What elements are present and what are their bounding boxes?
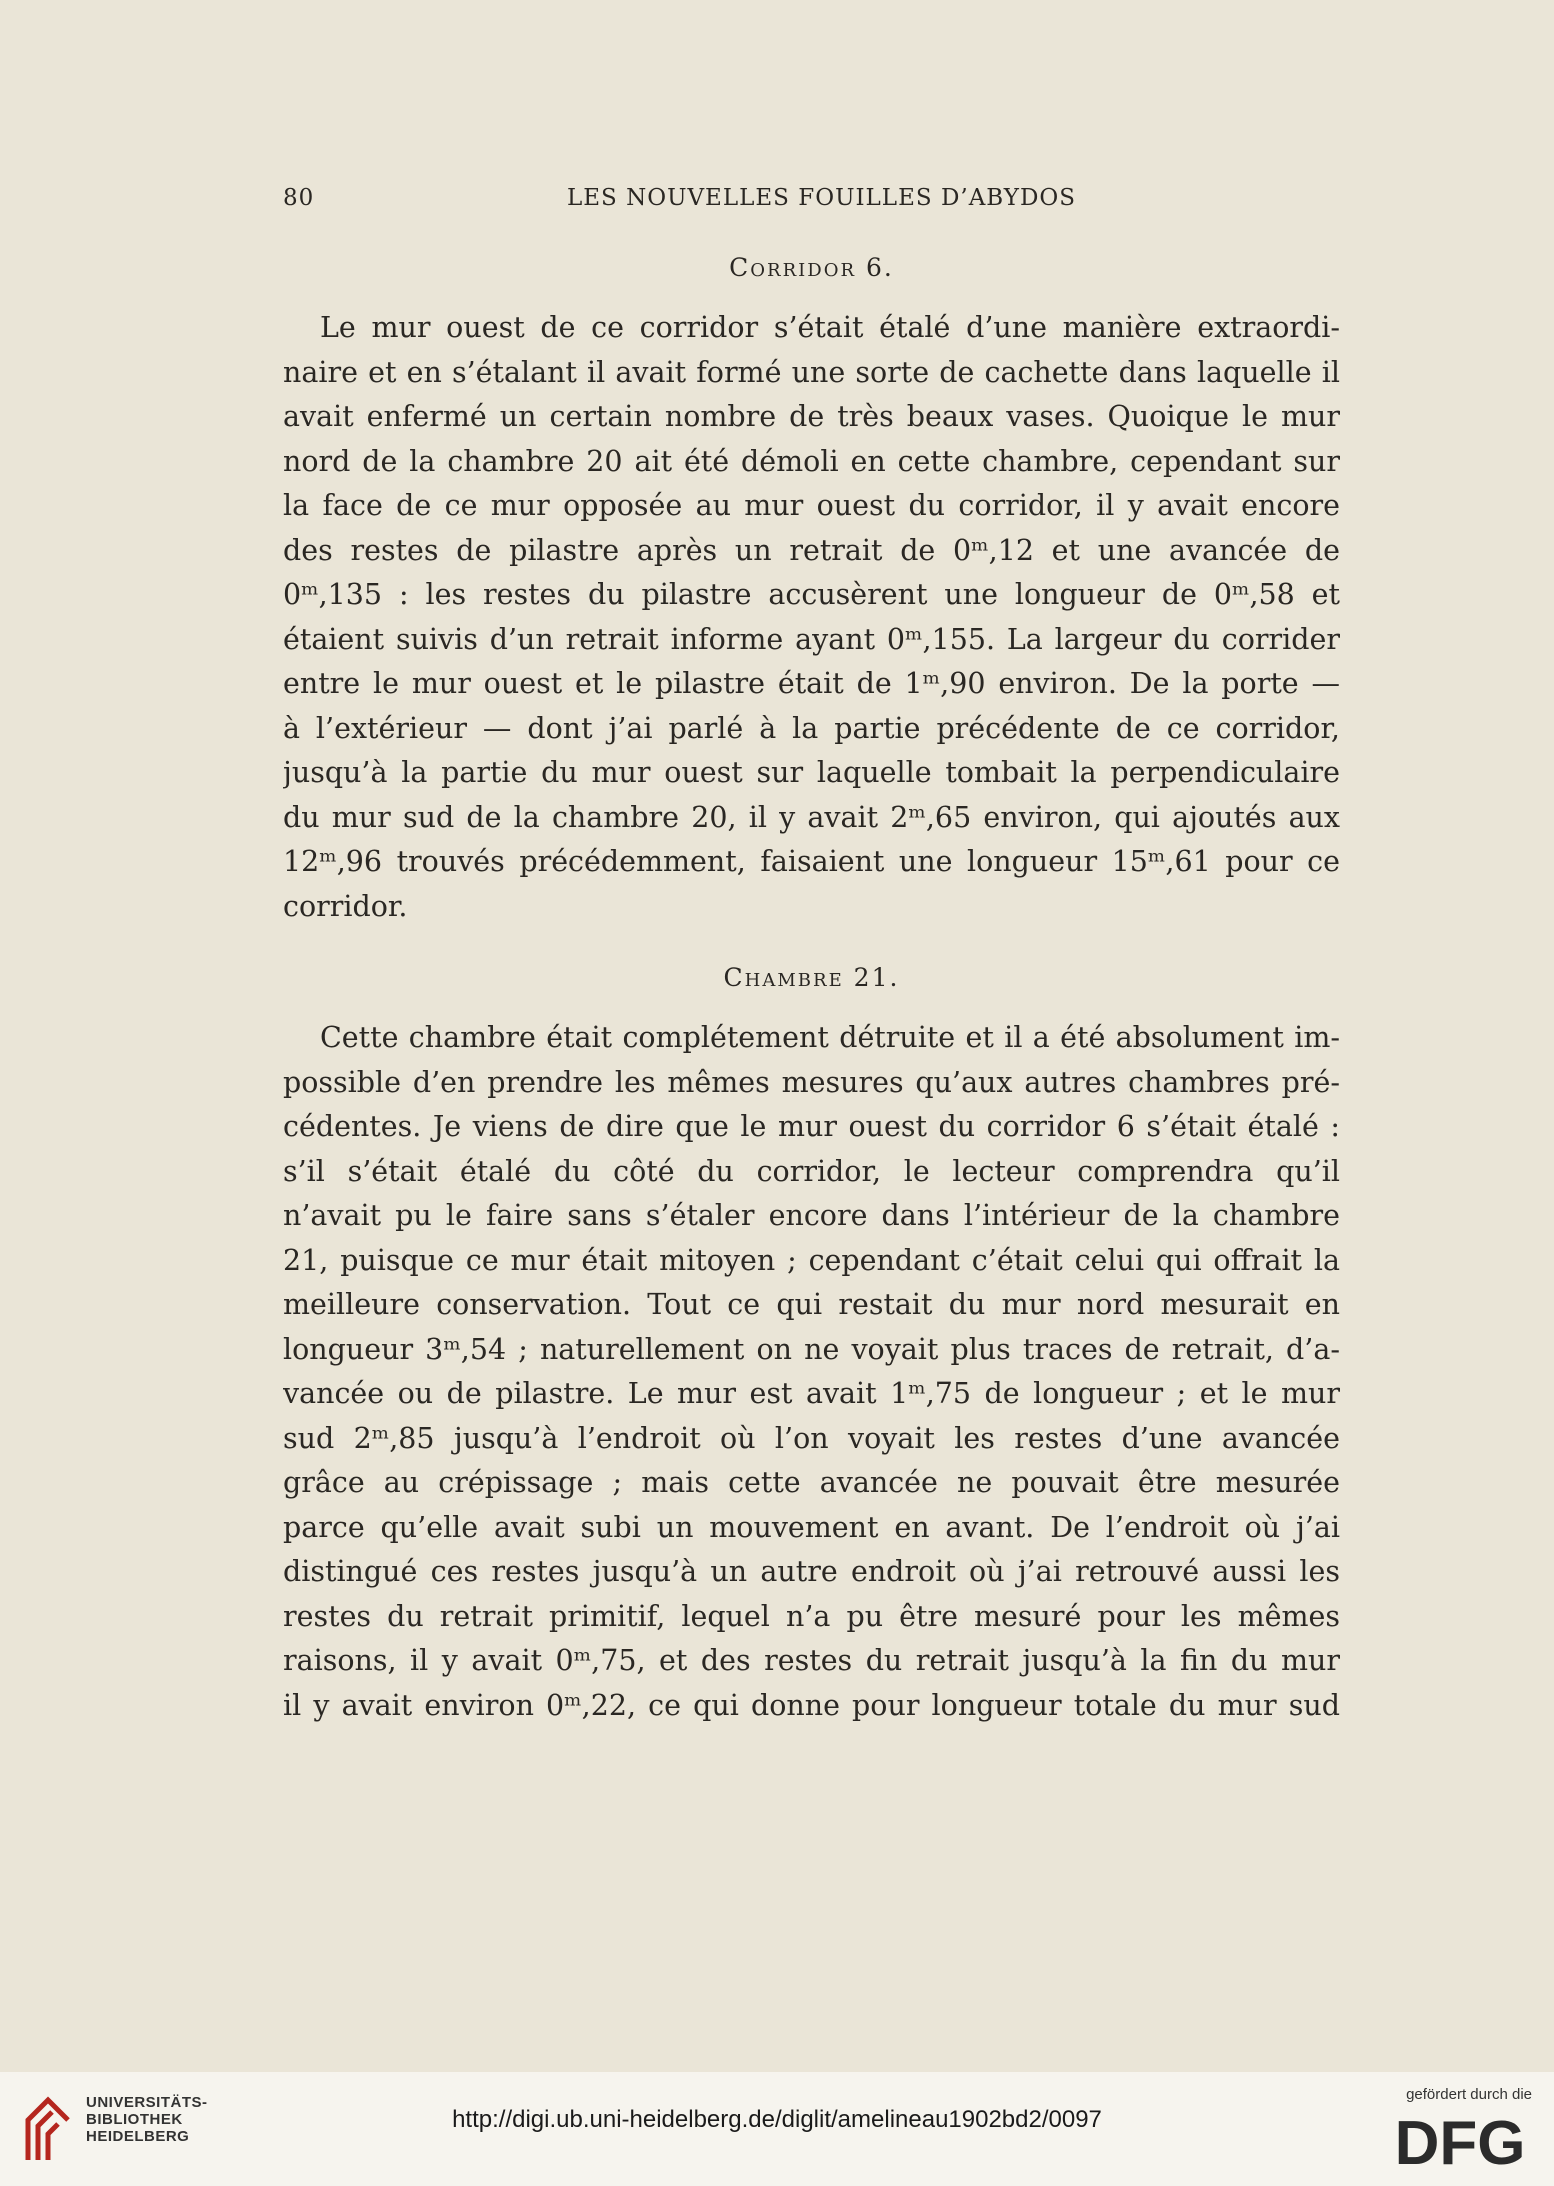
text-line: il y avait environ 0ᵐ,22, ce qui donne pour longueur totale du mur sud — [283, 1688, 1340, 1722]
library-name-line: HEIDELBERG — [86, 2128, 190, 2145]
text-line: longueur 3ᵐ,54 ; naturellement on ne voyait plus traces de retrait, d’a- — [283, 1332, 1340, 1366]
text-line: restes du retrait primitif, lequel n’a pu être mesuré pour les mêmes — [283, 1599, 1340, 1633]
paragraph-chambre-21 — [283, 1016, 1340, 1728]
text-line: 0ᵐ,135 : les restes du pilastre accusèrent une longueur de 0ᵐ,58 et — [283, 578, 1340, 611]
section-heading-corridor-6: Corridor 6. — [729, 253, 894, 282]
text-line: cédentes. Je viens de dire que le mur ouest du corridor 6 s’était étalé : — [283, 1110, 1340, 1143]
text-line: distingué ces restes jusqu’à un autre endroit où j’ai retrouvé aussi les — [283, 1555, 1340, 1588]
dfg-logo-icon — [1386, 2112, 1534, 2170]
text-line: meilleure conservation. Tout ce qui restait du mur nord mesurait en — [283, 1288, 1340, 1321]
permalink-url[interactable]: http://digi.ub.uni-heidelberg.de/diglit/amelineau1902bd2/0097 — [452, 2106, 1102, 2133]
text-line: parce qu’elle avait subi un mouvement en avant. De l’endroit où j’ai — [283, 1510, 1340, 1544]
paragraph-corridor-6 — [283, 306, 1340, 929]
text-line: raisons, il y avait 0ᵐ,75, et des restes du retrait jusqu’à la fin du mur — [283, 1644, 1340, 1677]
running-title: LES NOUVELLES FOUILLES D’ABYDOS — [566, 185, 1077, 211]
text-line: 21, puisque ce mur était mitoyen ; cependant c’était celui qui offrait la — [283, 1243, 1340, 1277]
svg-text:DFG: DFG — [1394, 2112, 1526, 2170]
text-line: s’il s’était étalé du côté du corridor, le lecteur comprendra qu’il — [283, 1154, 1340, 1188]
text-line: n’avait pu le faire sans s’étaler encore dans l’intérieur de la chambre — [283, 1199, 1340, 1232]
text-line: jusqu’à la partie du mur ouest sur laquelle tombait la perpendiculaire — [283, 756, 1340, 789]
running-head — [283, 185, 1340, 219]
text-line: Le mur ouest de ce corridor s’était étalé d’une manière extraordi- — [320, 311, 1340, 344]
library-name-line: BIBLIOTHEK — [86, 2111, 183, 2128]
text-line: avait enfermé un certain nombre de très beaux vases. Quoique le mur — [283, 400, 1340, 433]
text-line: grâce au crépissage ; mais cette avancée ne pouvait être mesurée — [283, 1466, 1340, 1499]
text-line: entre le mur ouest et le pilastre était de 1ᵐ,90 environ. De la porte — — [283, 667, 1340, 700]
text-line: nord de la chambre 20 ait été démoli en cette chambre, cependant sur — [283, 444, 1340, 478]
funding-label: gefördert durch die — [1406, 2086, 1532, 2103]
text-line: la face de ce mur opposée au mur ouest du corridor, il y avait encore — [283, 489, 1340, 522]
section-heading-chambre-21: Chambre 21. — [723, 963, 900, 992]
text-line: étaient suivis d’un retrait informe ayant 0ᵐ,155. La largeur du corrider — [283, 622, 1340, 656]
page-number: 80 — [283, 185, 315, 211]
library-name-line: UNIVERSITÄTS- — [86, 2094, 208, 2111]
text-line: du mur sud de la chambre 20, il y avait 2ᵐ,65 environ, qui ajoutés aux — [283, 800, 1340, 834]
text-line: corridor. — [283, 889, 408, 923]
text-line: 12ᵐ,96 trouvés précédemment, faisaient une longueur 15ᵐ,61 pour ce — [283, 845, 1340, 878]
digitization-footer — [0, 2072, 1554, 2186]
text-line: sud 2ᵐ,85 jusqu’à l’endroit où l’on voyait les restes d’une avancée — [283, 1421, 1340, 1455]
text-line: des restes de pilastre après un retrait de 0ᵐ,12 et une avancée de — [283, 533, 1340, 567]
text-line: possible d’en prendre les mêmes mesures qu’aux autres chambres pré- — [283, 1065, 1340, 1099]
text-line: Cette chambre était complétement détruite et il a été absolument im- — [320, 1021, 1340, 1054]
text-line: naire et en s’étalant il avait formé une sorte de cachette dans laquelle il — [283, 355, 1340, 389]
text-line: vancée ou de pilastre. Le mur est avait 1ᵐ,75 de longueur ; et le mur — [283, 1377, 1340, 1410]
text-line: à l’extérieur — dont j’ai parlé à la partie précédente de ce corridor, — [283, 711, 1340, 745]
